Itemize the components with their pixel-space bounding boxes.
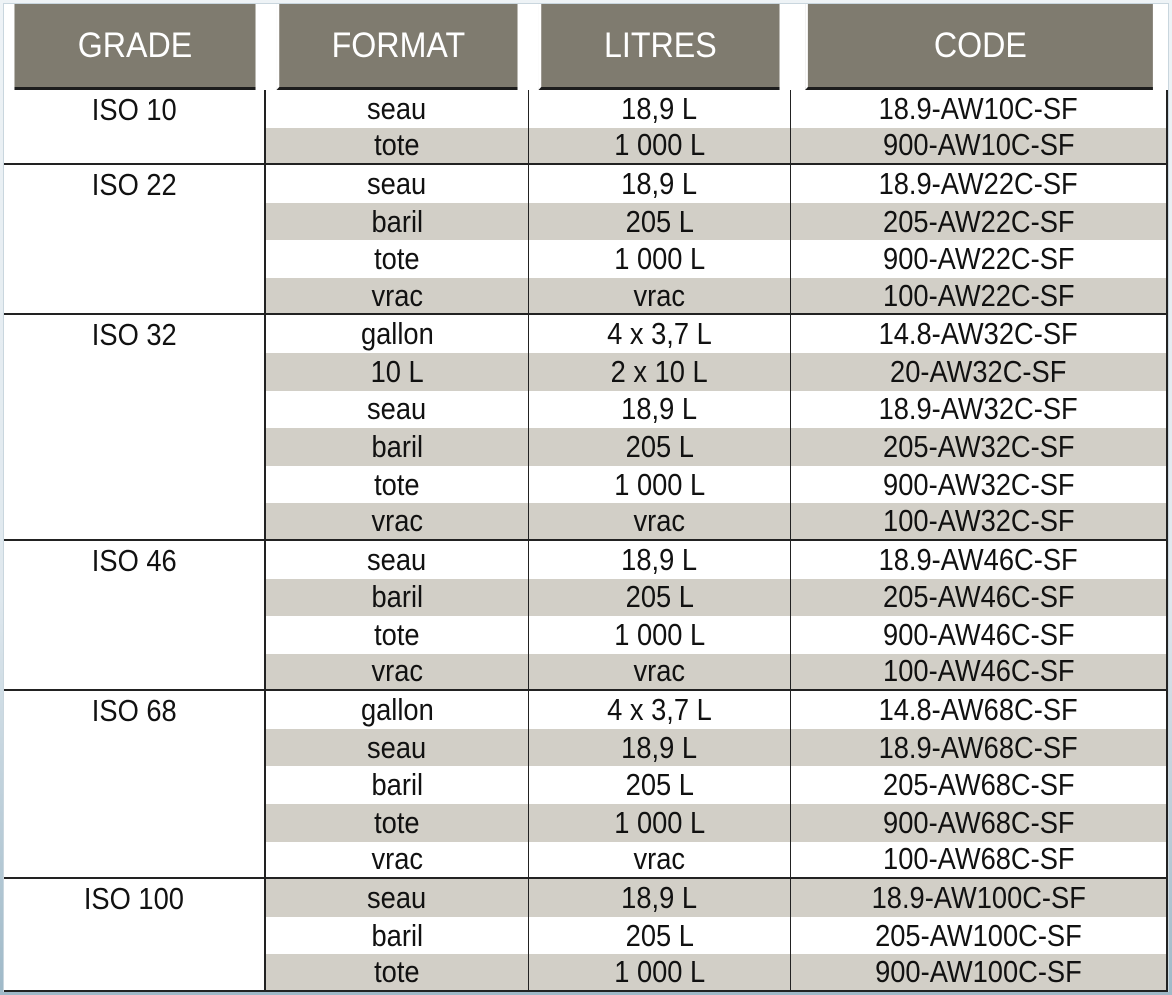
litres-text: 2 x 10 L (610, 353, 709, 389)
code-cell (790, 654, 1168, 692)
litres-cell (528, 917, 790, 955)
format-text: gallon (360, 692, 434, 728)
code-text: 900-AW68C-SF (882, 804, 1075, 840)
litres-text: 205 L (625, 428, 694, 464)
code-cell (790, 541, 1168, 579)
litres-text: vrac (633, 841, 686, 877)
code-text: 205-AW46C-SF (882, 579, 1075, 615)
litres-text: 18,9 L (621, 541, 698, 577)
format-cell (266, 240, 528, 278)
format-text: tote (374, 616, 420, 652)
code-text: 205-AW32C-SF (882, 428, 1075, 464)
code-cell (790, 879, 1168, 917)
code-text: 18.9-AW46C-SF (878, 541, 1079, 577)
litres-cell (528, 842, 790, 880)
format-cell (266, 165, 528, 203)
code-cell (790, 428, 1168, 466)
code-cell (790, 240, 1168, 278)
litres-text: 1 000 L (613, 466, 706, 502)
code-text: 18.9-AW22C-SF (878, 165, 1079, 201)
litres-text: 205 L (625, 579, 694, 615)
litres-text: 1 000 L (613, 127, 706, 163)
code-text: 100-AW68C-SF (882, 841, 1075, 877)
format-cell (266, 541, 528, 579)
format-cell (266, 353, 528, 391)
format-text: tote (374, 241, 420, 277)
litres-cell (528, 165, 790, 203)
format-cell (266, 579, 528, 617)
format-cell (266, 466, 528, 504)
code-cell (790, 954, 1168, 992)
code-text: 14.8-AW32C-SF (878, 316, 1079, 352)
format-text: seau (367, 729, 427, 765)
format-text: baril (371, 203, 423, 239)
litres-cell (528, 428, 790, 466)
format-cell (266, 804, 528, 842)
code-text: 900-AW10C-SF (882, 127, 1075, 163)
format-cell (266, 766, 528, 804)
format-text: vrac (371, 503, 423, 539)
litres-cell (528, 278, 790, 316)
code-cell (790, 503, 1168, 541)
grade-cell (4, 541, 266, 691)
format-cell (266, 90, 528, 128)
litres-text: 205 L (625, 203, 694, 239)
litres-text: 18,9 L (621, 391, 698, 427)
code-cell (790, 278, 1168, 316)
grade-cell (4, 90, 266, 165)
code-cell (790, 616, 1168, 654)
grade-cell (4, 691, 266, 879)
format-text: baril (371, 767, 423, 803)
header-grade: GRADE (14, 4, 255, 90)
format-cell (266, 503, 528, 541)
code-cell (790, 729, 1168, 767)
litres-text: vrac (633, 503, 686, 539)
header-litres: LITRES (538, 4, 779, 90)
format-cell (266, 203, 528, 241)
grade-label: ISO 100 (83, 881, 185, 917)
format-text: seau (367, 90, 427, 126)
code-text: 100-AW32C-SF (882, 503, 1075, 539)
format-cell (266, 278, 528, 316)
format-cell (266, 428, 528, 466)
code-cell (790, 466, 1168, 504)
code-text: 14.8-AW68C-SF (878, 692, 1079, 728)
format-text: seau (367, 165, 427, 201)
litres-cell (528, 90, 790, 128)
litres-cell (528, 353, 790, 391)
code-text: 18.9-AW100C-SF (871, 879, 1086, 915)
code-cell (790, 766, 1168, 804)
code-cell (790, 691, 1168, 729)
grade-label: ISO 22 (91, 167, 177, 203)
grade-label: ISO 32 (91, 317, 177, 353)
litres-text: 205 L (625, 917, 694, 953)
code-cell (790, 842, 1168, 880)
litres-cell (528, 579, 790, 617)
format-text: baril (371, 917, 423, 953)
litres-text: 1 000 L (613, 804, 706, 840)
litres-cell (528, 541, 790, 579)
litres-cell (528, 804, 790, 842)
code-text: 205-AW68C-SF (882, 767, 1075, 803)
litres-cell (528, 654, 790, 692)
format-cell (266, 954, 528, 992)
product-table-frame (4, 4, 1168, 991)
code-text: 18.9-AW32C-SF (878, 391, 1079, 427)
format-text: vrac (371, 277, 423, 313)
format-text: tote (374, 466, 420, 502)
litres-cell (528, 766, 790, 804)
code-text: 900-AW46C-SF (882, 616, 1075, 652)
grade-label: ISO 46 (91, 542, 177, 578)
code-text: 100-AW46C-SF (882, 653, 1075, 689)
code-cell (790, 391, 1168, 429)
format-text: 10 L (370, 353, 424, 389)
format-cell (266, 917, 528, 955)
format-cell (266, 391, 528, 429)
litres-text: vrac (633, 653, 686, 689)
code-cell (790, 90, 1168, 128)
format-text: baril (371, 428, 423, 464)
format-text: seau (367, 879, 427, 915)
litres-cell (528, 391, 790, 429)
format-cell (266, 879, 528, 917)
litres-text: 4 x 3,7 L (607, 316, 712, 352)
format-cell (266, 128, 528, 166)
header-code: CODE (805, 4, 1153, 90)
litres-cell (528, 466, 790, 504)
code-text: 900-AW32C-SF (882, 466, 1075, 502)
litres-text: 1 000 L (613, 616, 706, 652)
code-cell (790, 917, 1168, 955)
litres-cell (528, 503, 790, 541)
code-text: 900-AW22C-SF (882, 241, 1075, 277)
format-text: baril (371, 579, 423, 615)
code-cell (790, 353, 1168, 391)
format-text: seau (367, 391, 427, 427)
litres-text: 1 000 L (613, 241, 706, 277)
code-cell (790, 315, 1168, 353)
litres-cell (528, 240, 790, 278)
format-text: seau (367, 541, 427, 577)
litres-text: 1 000 L (613, 954, 706, 990)
format-text: tote (374, 954, 420, 990)
litres-text: 18,9 L (621, 90, 698, 126)
litres-text: 205 L (625, 767, 694, 803)
code-cell (790, 804, 1168, 842)
litres-cell (528, 691, 790, 729)
format-cell (266, 616, 528, 654)
grade-label: ISO 68 (91, 693, 177, 729)
litres-cell (528, 616, 790, 654)
code-text: 18.9-AW68C-SF (878, 729, 1079, 765)
litres-text: vrac (633, 277, 686, 313)
litres-cell (528, 128, 790, 166)
grade-cell (4, 315, 266, 540)
litres-text: 18,9 L (621, 879, 698, 915)
litres-cell (528, 954, 790, 992)
format-cell (266, 842, 528, 880)
format-cell (266, 691, 528, 729)
litres-text: 18,9 L (621, 165, 698, 201)
grade-label: ISO 10 (91, 92, 177, 127)
litres-cell (528, 203, 790, 241)
litres-cell (528, 879, 790, 917)
code-text: 900-AW100C-SF (875, 954, 1082, 990)
code-text: 20-AW32C-SF (890, 353, 1067, 389)
format-text: vrac (371, 841, 423, 877)
format-text: tote (374, 804, 420, 840)
format-cell (266, 654, 528, 692)
format-text: vrac (371, 653, 423, 689)
litres-text: 4 x 3,7 L (607, 692, 712, 728)
litres-text: 18,9 L (621, 729, 698, 765)
format-text: tote (374, 127, 420, 163)
code-text: 100-AW22C-SF (882, 277, 1075, 313)
code-cell (790, 128, 1168, 166)
code-cell (790, 165, 1168, 203)
code-cell (790, 203, 1168, 241)
grade-cell (4, 165, 266, 315)
litres-cell (528, 729, 790, 767)
grade-cell (4, 879, 266, 992)
format-cell (266, 729, 528, 767)
format-text: gallon (360, 316, 434, 352)
product-table (4, 4, 1168, 991)
litres-cell (528, 315, 790, 353)
code-cell (790, 579, 1168, 617)
code-text: 205-AW100C-SF (875, 917, 1082, 953)
code-text: 18.9-AW10C-SF (878, 90, 1079, 126)
header-format: FORMAT (276, 4, 517, 90)
format-cell (266, 315, 528, 353)
code-text: 205-AW22C-SF (882, 203, 1075, 239)
